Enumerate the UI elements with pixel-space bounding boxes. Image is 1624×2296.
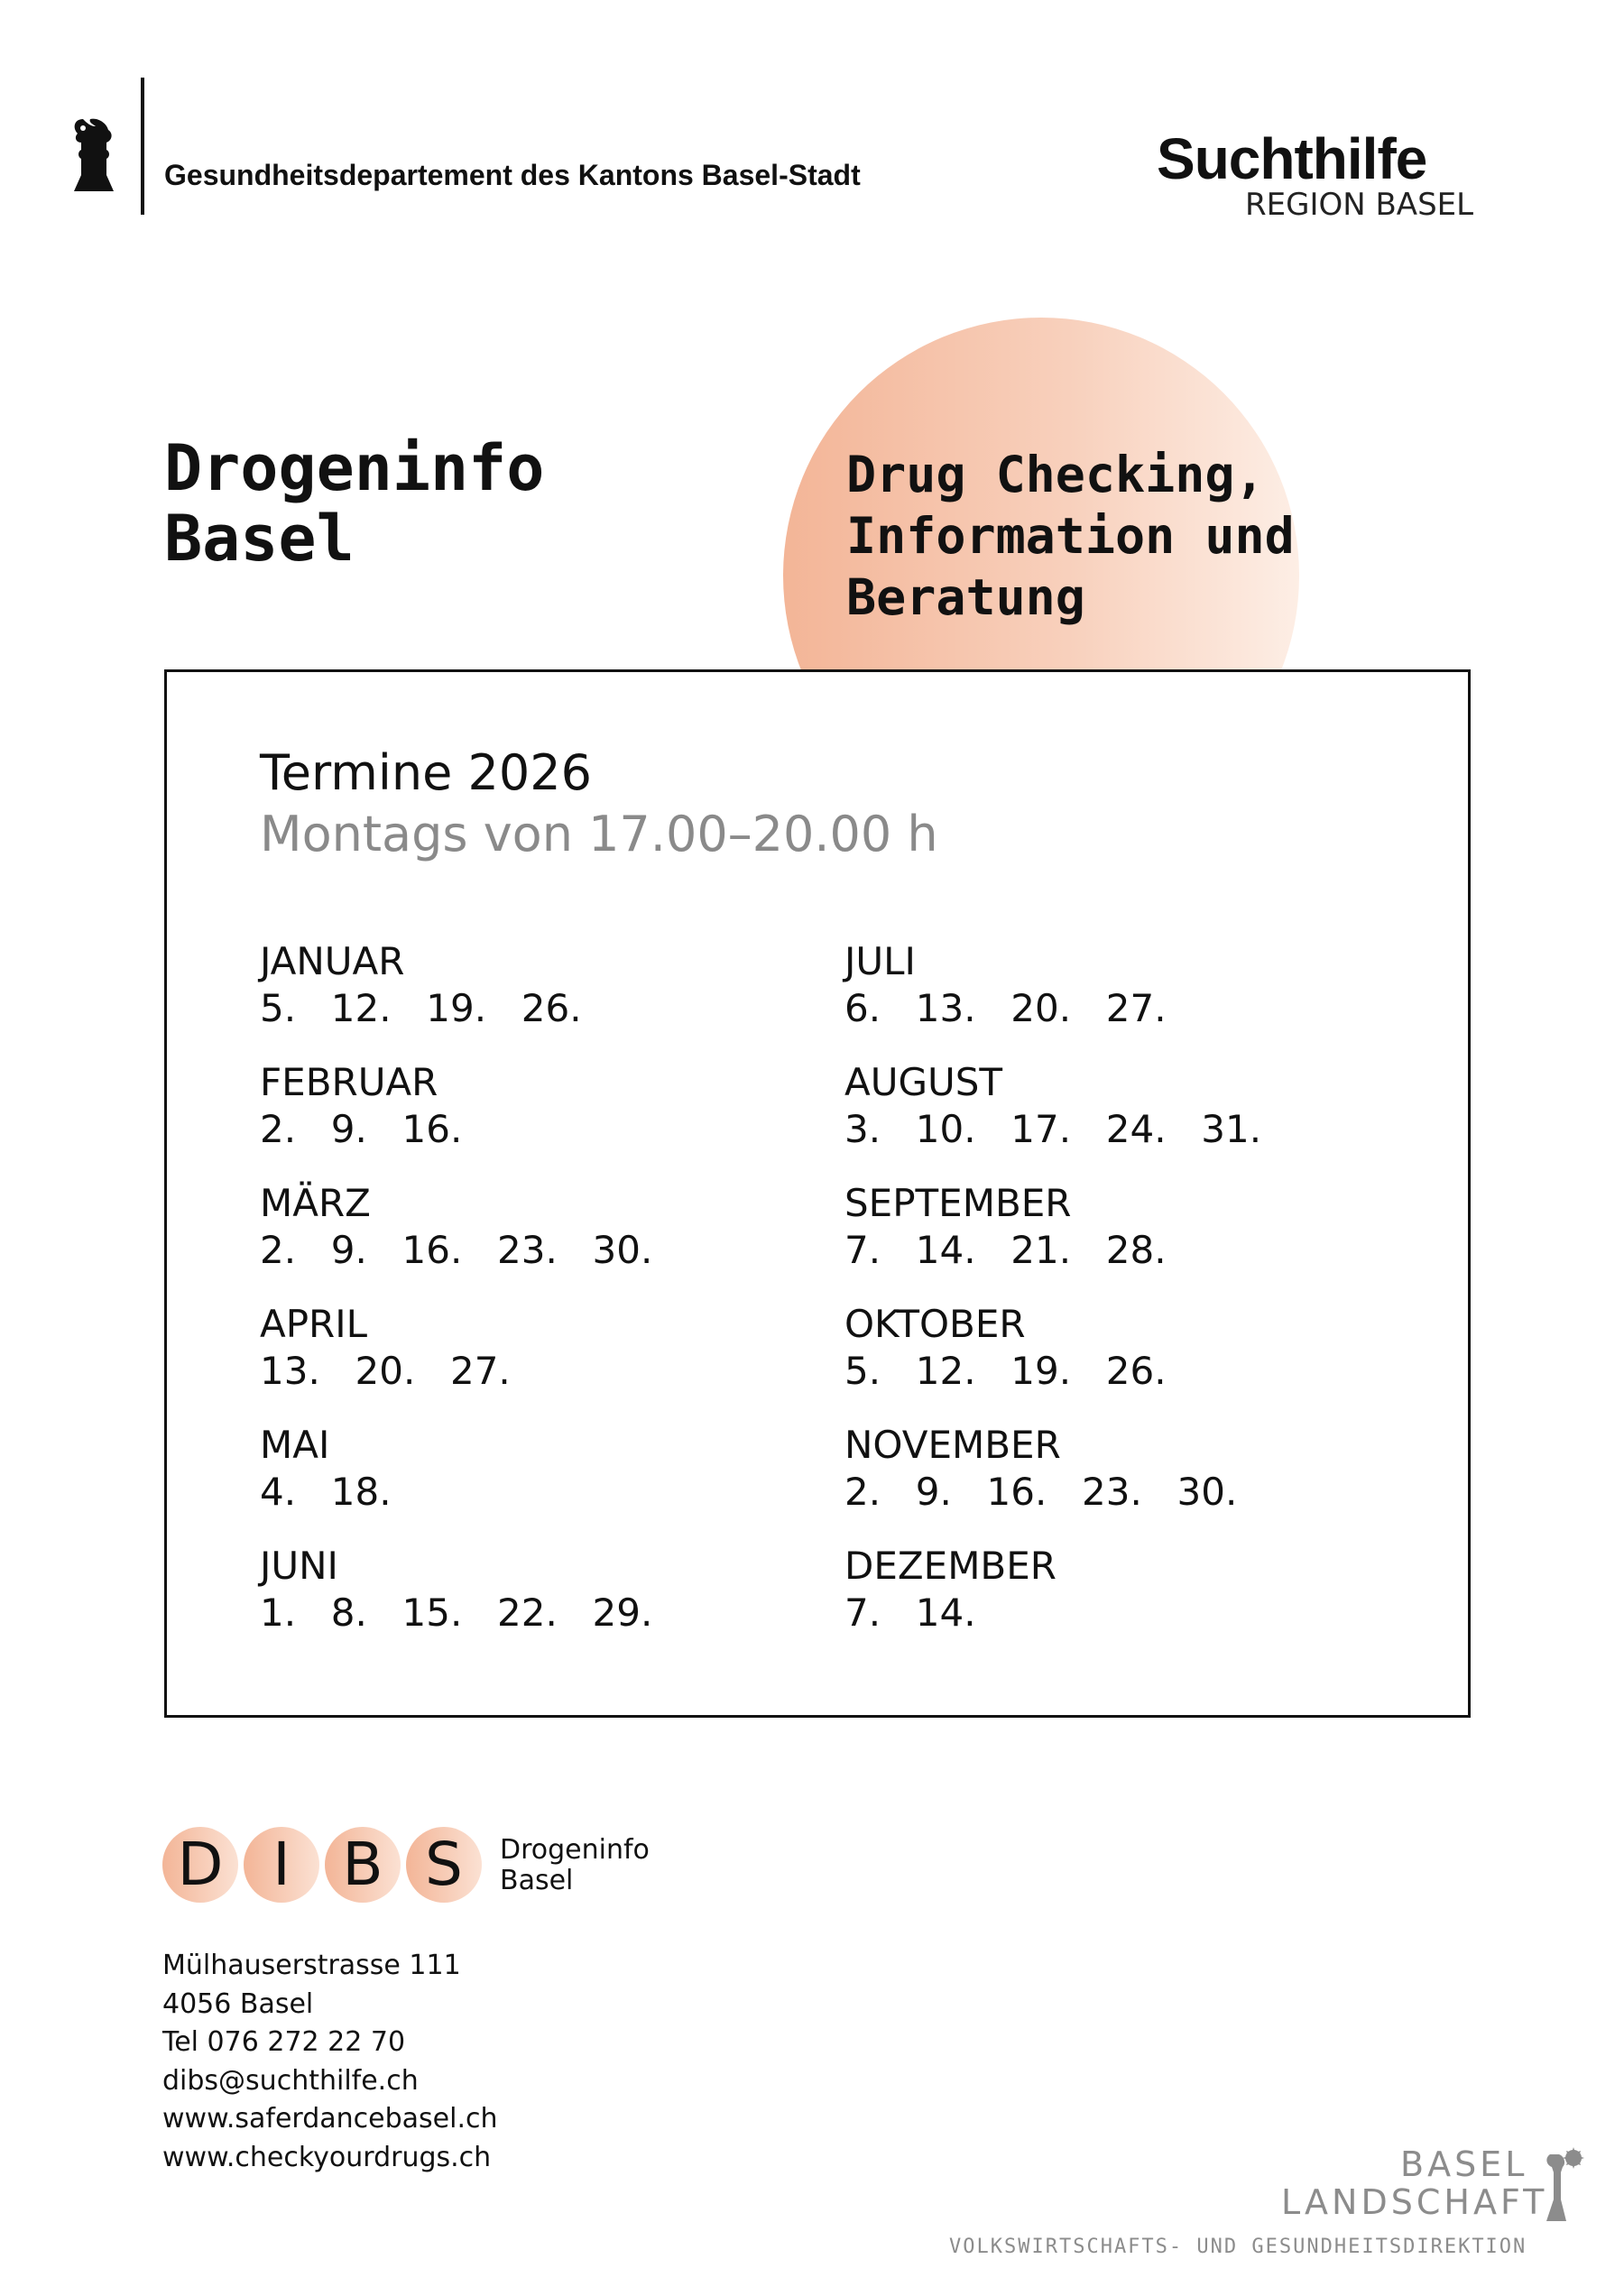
basel-landschaft-department: VOLKSWIRTSCHAFTS- UND GESUNDHEITSDIREKTION: [949, 2236, 1527, 2258]
dibs-logo-name: [500, 1835, 650, 1896]
circle-tagline-line3: Beratung: [846, 568, 1085, 626]
circle-tagline-line2: Information und: [846, 507, 1295, 565]
month-dates: 7. 14. 21. 28.: [844, 1228, 1167, 1272]
dibs-logo-d: [162, 1827, 238, 1903]
month-dates: 2. 9. 16.: [260, 1107, 463, 1151]
dibs-letter: I: [272, 1830, 291, 1899]
basel-landschaft-crest-icon: [1543, 2145, 1588, 2223]
month-dates: 2. 9. 16. 23. 30.: [844, 1470, 1238, 1514]
month-name: JULI: [844, 939, 916, 983]
basel-landschaft-logo-basel: BASEL: [1400, 2144, 1528, 2184]
contact-city: 4056 Basel: [162, 1987, 314, 2020]
month-entry: [844, 1180, 1261, 1301]
contact-phone: Tel 076 272 22 70: [162, 2026, 406, 2058]
dibs-logo-i: [244, 1827, 319, 1903]
page-title: [164, 433, 544, 574]
circle-tagline-line1: Drug Checking,: [846, 446, 1265, 503]
month-entry: [844, 1301, 1261, 1422]
schedule-subtitle: Montags von 17.00–20.00 h: [260, 806, 938, 862]
month-name: MAI: [260, 1423, 330, 1467]
month-name: MÄRZ: [260, 1181, 371, 1225]
month-entry: [844, 1059, 1261, 1180]
page-title-line2: Basel: [164, 502, 355, 576]
month-dates: 7. 14.: [844, 1591, 976, 1635]
contact-info: [162, 1947, 498, 2177]
suchthilfe-logo-region: REGION BASEL: [1245, 187, 1474, 223]
month-dates: 5. 12. 19. 26.: [844, 1349, 1167, 1393]
month-entry: [844, 1543, 1261, 1664]
month-entry: [260, 1422, 652, 1543]
contact-street: Mülhauserstrasse 111: [162, 1950, 461, 1981]
month-name: OKTOBER: [844, 1302, 1026, 1346]
page-title-line1: Drogeninfo: [164, 431, 545, 505]
month-dates: 4. 18.: [260, 1470, 392, 1514]
month-dates: 2. 9. 16. 23. 30.: [260, 1228, 653, 1272]
months-right-column: [844, 938, 1261, 1664]
dibs-logo-b: [325, 1827, 401, 1903]
months-left-column: [260, 938, 652, 1664]
dibs-name-line2: Basel: [500, 1865, 574, 1896]
month-name: FEBRUAR: [260, 1060, 438, 1104]
month-entry: [844, 938, 1261, 1059]
circle-tagline: [846, 444, 1295, 628]
month-name: AUGUST: [844, 1060, 1003, 1104]
month-name: APRIL: [260, 1302, 368, 1346]
month-name: JANUAR: [260, 939, 405, 983]
department-name: Gesundheitsdepartement des Kantons Basel-Stadt: [164, 159, 861, 191]
month-entry: [260, 1059, 652, 1180]
dibs-logo-s: [406, 1827, 482, 1903]
contact-website-checkyourdrugs: www.checkyourdrugs.ch: [162, 2141, 492, 2173]
dibs-letter: D: [177, 1830, 224, 1899]
month-dates: 3. 10. 17. 24. 31.: [844, 1107, 1262, 1151]
month-entry: [260, 1180, 652, 1301]
schedule-title: Termine 2026: [260, 744, 592, 801]
month-entry: [260, 1543, 652, 1664]
contact-email: dibs@suchthilfe.ch: [162, 2064, 419, 2097]
month-entry: [260, 1301, 652, 1422]
month-name: DEZEMBER: [844, 1544, 1057, 1588]
month-dates: 13. 20. 27.: [260, 1349, 511, 1393]
header-divider: [141, 78, 144, 215]
month-dates: 5. 12. 19. 26.: [260, 986, 582, 1030]
basel-landschaft-logo-landschaft: LANDSCHAFT: [1281, 2182, 1548, 2222]
month-name: JUNI: [260, 1544, 338, 1588]
month-name: NOVEMBER: [844, 1423, 1061, 1467]
dibs-letter: S: [425, 1830, 463, 1899]
suchthilfe-logo-title: Suchthilfe: [1157, 126, 1427, 191]
month-entry: [260, 938, 652, 1059]
basel-stadt-crest-icon: [70, 115, 117, 193]
month-dates: 1. 8. 15. 22. 29.: [260, 1591, 653, 1635]
month-dates: 6. 13. 20. 27.: [844, 986, 1167, 1030]
month-name: SEPTEMBER: [844, 1181, 1072, 1225]
dibs-letter: B: [342, 1830, 383, 1899]
contact-website-saferdance: www.saferdancebasel.ch: [162, 2103, 498, 2135]
month-entry: [844, 1422, 1261, 1543]
dibs-name-line1: Drogeninfo: [500, 1834, 650, 1866]
